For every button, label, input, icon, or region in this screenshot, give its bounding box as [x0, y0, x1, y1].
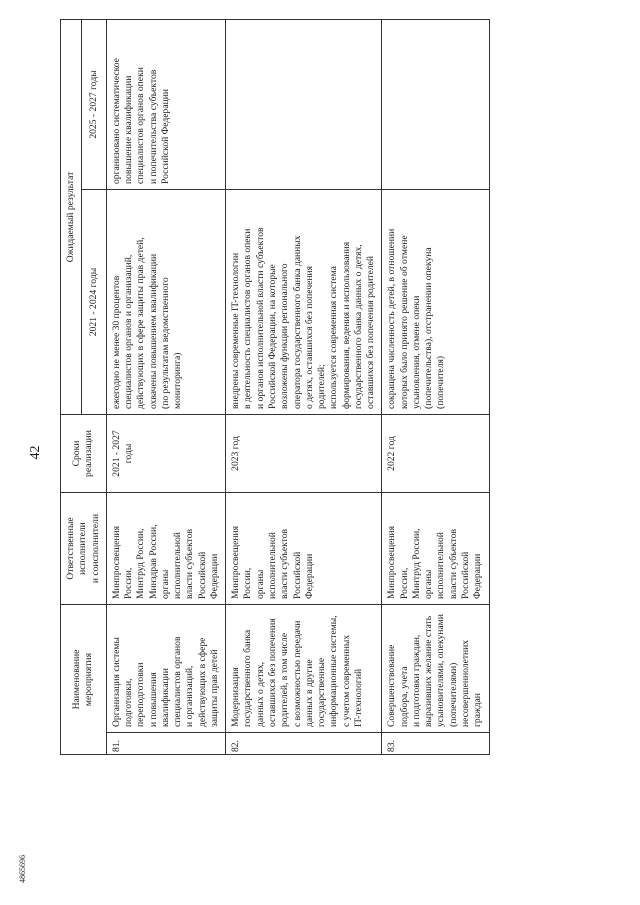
measures-table [60, 19, 490, 755]
header-result-2025-2027: 2025 - 2027 годы [81, 20, 106, 190]
row-number: 83. [382, 733, 489, 755]
row-number: 81. [106, 733, 225, 755]
terms: 2021 - 2027 годы [106, 415, 225, 493]
result-2025-2027 [226, 20, 382, 190]
header-name: Наименование мероприятия [61, 605, 107, 755]
header-expected-result: Ожидаемый результат [61, 20, 82, 415]
header-result-2021-2024: 2021 - 2024 годы [81, 190, 106, 415]
header-terms: Сроки реализации [61, 415, 107, 493]
executors: Минпросвещения России, Минтруд России, Минздрав России, органы исполнительной власти субъектов Российской Федерации [106, 493, 225, 605]
result-2021-2024: сокращена численность детей, в отношении которых было принято решение об отмене усыновления, отмене опеки (попечительства), отстранении опекуна (попечителя) [382, 190, 489, 415]
document-code: 4865696 [18, 855, 27, 883]
terms: 2023 год [226, 415, 382, 493]
table-row [382, 20, 489, 755]
header-row [61, 20, 82, 755]
executors: Минпросвещения России, Минтруд России, органы исполнительной власти субъектов Российской Федерации [382, 493, 489, 605]
result-2021-2024: ежегодно не менее 30 процентов специалистов органов и организаций, действующих в сфере защиты прав детей, охвачены повышением квалификации (по результатам ведомственного мониторинга) [106, 190, 225, 415]
header-executors: Ответственные исполнители и соисполнители [61, 493, 107, 605]
measure-name: Совершенствование подбора, учета и подготовки граждан, выразивших желание стать усыновителями, опекунами (попечителями) несовершеннолетних граждан [382, 605, 489, 733]
measure-name: Организация системы подготовки, переподготовки и повышения квалификации специалистов органов и организаций, действующих в сфере защиты прав детей [106, 605, 225, 733]
executors: Минпросвещения России, органы исполнительной власти субъектов Российской Федерации [226, 493, 382, 605]
table-row [106, 20, 225, 755]
terms: 2022 год [382, 415, 489, 493]
measure-name: Модернизация государственного банка данных о детях, оставшихся без попечения родителей, в том числе с возможностью передачи данных в другие государственные информационные системы, с учетом современных IT-технологий [226, 605, 382, 733]
result-2025-2027 [382, 20, 489, 190]
row-number: 82. [226, 733, 382, 755]
page-number: 42 [28, 445, 43, 460]
result-2021-2024: внедрены современные IT-технологии в деятельность специалистов органов опеки и органов исполнительной власти субъектов Российской Федерации, на которые возложены функции регионального оператора государственного банка данных о детях, оставшихся без попечения родителей; используется современная система формирования, ведения и использования государственного банка данных о детях, оставшихся без попечения родителей [226, 190, 382, 415]
table-row [226, 20, 382, 755]
result-2025-2027: организовано систематическое повышение квалификации специалистов органов опеки и попечительства субъектов Российской Федерации [106, 20, 225, 190]
